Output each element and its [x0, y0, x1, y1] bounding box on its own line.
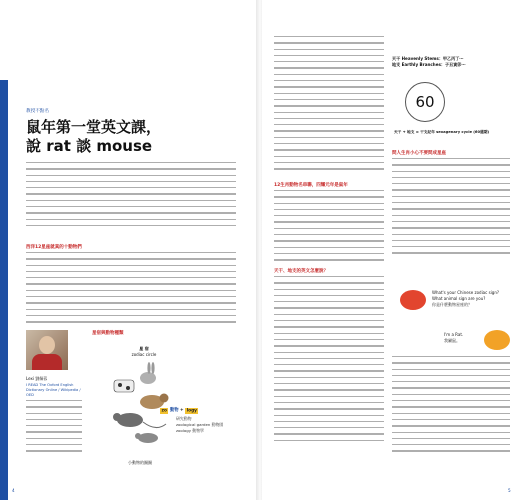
author-bio	[26, 400, 82, 457]
author-name: Lexi 劉佩蓉	[26, 376, 48, 381]
left-page	[0, 0, 258, 500]
answer-block	[444, 332, 484, 344]
section-label: 教授不點名	[26, 109, 49, 114]
heavenly-stems-line: 天干 Heavenly Stems：甲乙丙丁⋯	[392, 56, 464, 61]
zoo-word-parts: zo 動物 + logy	[161, 408, 197, 413]
zodiac-title: 星 宿	[139, 346, 149, 351]
author-credit: I READ The Oxford English Dictionary Online / Wikipedia / OED	[26, 383, 81, 397]
twelve-animals-paragraph	[274, 190, 384, 266]
heading-twelve-animals: 12生肖動物名串聯，四耀元年是鼠年	[274, 183, 348, 188]
zoo-part-zo: zo	[161, 408, 167, 413]
article-title	[26, 118, 161, 156]
question-block	[432, 290, 518, 308]
heading-stems-branches: 天干、地支的英文怎麼說？	[274, 269, 328, 274]
earthly-branches-line: 地支 Earthly Branches：子丑寅卯⋯	[392, 62, 466, 67]
heading-zodiac-animals: 星宿與動物種類	[92, 331, 124, 336]
question-2-zh: 你是什麼動物星座的？	[432, 302, 472, 307]
title-line-2: 說 rat 談 mouse	[26, 137, 153, 155]
zoo-example-study: 研究動物	[176, 416, 192, 421]
zodiac-caption: 小動物的圈圈	[128, 460, 152, 465]
zodiac-names-paragraph	[392, 356, 510, 457]
sexagenary-caption: 天干 + 地支 = 干支紀年 sexagenary cycle (60週期)	[394, 130, 490, 134]
stems-paragraph	[274, 36, 384, 175]
answer-zh: 我屬鼠。	[444, 338, 460, 343]
answer-en: I'm a Rat.	[444, 332, 464, 337]
right-page	[262, 0, 520, 500]
ask-zodiac-paragraph	[392, 158, 510, 259]
question-2: What animal sign are you?	[432, 296, 486, 301]
zoo-word-examples	[176, 416, 246, 434]
page-number-left: 4	[12, 488, 15, 493]
zoo-example-zoology: zoology 動物學	[176, 428, 204, 433]
author-photo	[26, 330, 68, 370]
zoo-part-logy: logy	[186, 408, 197, 413]
heading-western-zodiac: 西洋12星座就真的十動物們	[26, 245, 82, 250]
stems-branches-paragraph	[274, 276, 384, 446]
zodiac-subtitle: zodiac circle	[131, 352, 157, 357]
stems-branches-box	[392, 56, 510, 68]
question-1: What's your Chinese zodiac sign?	[432, 290, 499, 295]
title-line-1: 鼠年第一堂英文課，	[26, 118, 162, 136]
intro-paragraph	[26, 162, 236, 231]
zoo-part-animal: 動物	[169, 408, 179, 413]
speech-bubble-question-icon	[400, 290, 426, 310]
sixty-circle: 60	[405, 82, 445, 122]
left-accent-bar	[0, 80, 8, 500]
page-number-right: 5	[508, 488, 511, 493]
heading-ask-zodiac: 問人生肖小心不要問成星座	[392, 151, 446, 156]
zoo-example-garden: zoological garden 動物園	[176, 422, 224, 427]
western-zodiac-paragraph	[26, 252, 236, 328]
speech-bubble-answer-icon	[484, 330, 510, 350]
